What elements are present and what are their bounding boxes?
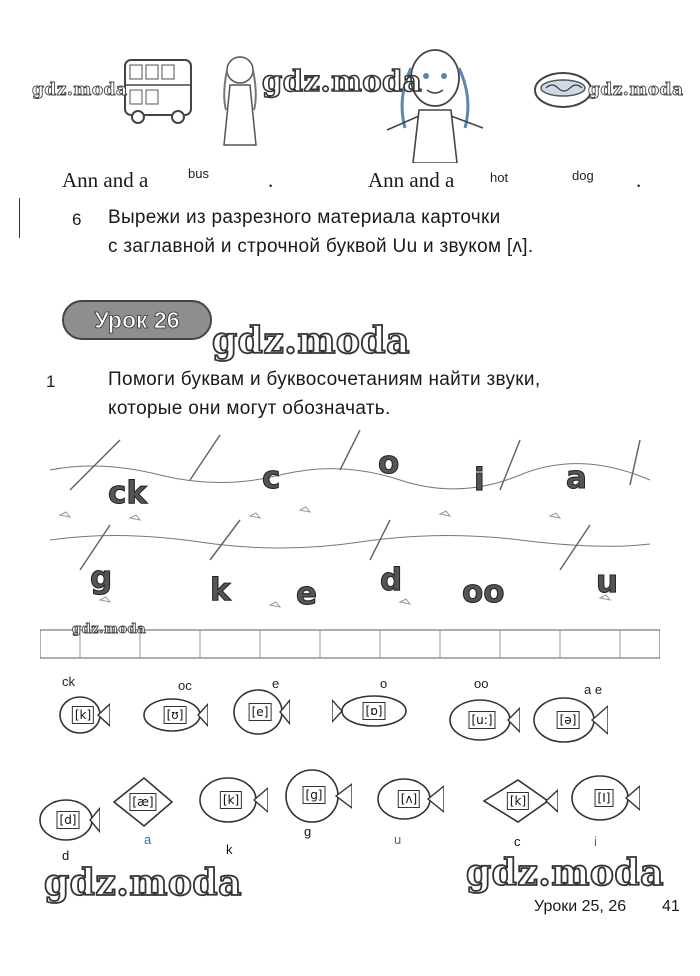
footer-lessons: Уроки 25, 26	[534, 898, 627, 915]
letter-e: e	[296, 576, 318, 612]
fish1-label: ck	[62, 674, 75, 689]
fish11-answer: u	[394, 832, 402, 847]
fish-8	[110, 774, 176, 830]
fish3-label: e	[272, 676, 280, 691]
hot-dog-illustration	[532, 68, 594, 112]
fish4-sound: [ɒ]	[363, 702, 386, 720]
task6-line2: с заглавной и строчной буквой Uu и звуком [ʌ].	[108, 236, 534, 257]
letter-i: i	[474, 462, 485, 498]
task1-line1: Помоги буквам и буквосочетаниям найти звуки,	[108, 369, 541, 390]
letter-oo: oo	[462, 574, 505, 610]
watermark-bottom-left: gdz.moda	[44, 862, 242, 904]
girl-large-illustration	[375, 38, 495, 163]
fish-9	[194, 774, 268, 826]
task6-line1: Вырежи из разрезного материала карточки	[108, 207, 501, 228]
fish8-sound: [æ]	[129, 793, 156, 811]
letter-ck: ck	[108, 475, 147, 511]
watermark-lesson: gdz.moda	[212, 320, 410, 362]
watermark-top-left: gdz.moda	[32, 80, 128, 100]
fish-2	[142, 694, 208, 736]
watermark-top-right: gdz.moda	[588, 80, 684, 100]
answer-bus: bus	[188, 166, 209, 181]
fish10-sound: [g]	[303, 786, 326, 804]
fish1-sound: [k]	[72, 706, 94, 724]
lesson-title: Урок 26	[94, 306, 180, 333]
answer-dog: dog	[572, 168, 594, 183]
fish-11	[374, 774, 444, 824]
fish8-answer: a	[144, 832, 152, 847]
fish7-sound: [d]	[57, 811, 80, 829]
task1-number: 1	[46, 372, 56, 391]
fish6-label: a e	[584, 682, 603, 697]
fish12-sound: [k]	[507, 792, 529, 810]
fish-3	[230, 686, 290, 738]
fish13-answer: i	[594, 834, 597, 849]
fish6-sound: [ə]	[557, 711, 580, 729]
sentence-right: Ann and a	[368, 168, 455, 192]
sentence-right-dot: .	[636, 168, 642, 192]
fish10-answer: g	[304, 824, 312, 839]
fish11-sound: [ʌ]	[398, 790, 420, 808]
letter-k: k	[210, 572, 231, 608]
fish13-sound: [I]	[595, 789, 614, 807]
letter-g: g	[90, 560, 113, 596]
letter-d: d	[380, 562, 403, 598]
fish3-sound: [e]	[249, 703, 272, 721]
fish-1	[56, 690, 110, 740]
letter-c: c	[262, 460, 281, 496]
task6-number: 6	[72, 210, 82, 229]
letter-o: o	[378, 445, 400, 481]
fish2-sound: [ʊ]	[164, 706, 187, 724]
watermark-bottom-right: gdz.moda	[466, 852, 664, 894]
fish4-label: o	[380, 676, 388, 691]
watermark-top-center: gdz.moda	[262, 64, 423, 98]
lesson-title-badge	[62, 300, 212, 340]
fish-13	[568, 772, 640, 824]
answer-hot: hot	[490, 170, 509, 185]
fish7-answer: d	[62, 848, 70, 863]
fish5-sound: [u:]	[468, 711, 495, 729]
fish-12	[478, 776, 558, 826]
task1-line2: которые они могут обозначать.	[108, 398, 391, 419]
fish9-answer: k	[226, 842, 233, 857]
fish9-sound: [k]	[220, 791, 242, 809]
margin-mark	[19, 198, 20, 238]
watermark-mid: gdz.moda	[72, 622, 147, 637]
letter-u: u	[596, 564, 619, 600]
girl-small-illustration	[210, 50, 270, 150]
fish12-answer: c	[514, 834, 521, 849]
fish2-label: oc	[178, 678, 192, 693]
sentence-left: Ann and a	[62, 168, 149, 192]
fish5-label: oo	[474, 676, 489, 691]
fish-6	[528, 694, 608, 746]
fish-10	[276, 766, 352, 824]
fish-5	[444, 696, 520, 744]
bus-illustration	[120, 55, 200, 125]
page-number: 41	[662, 898, 680, 915]
fish-7	[36, 796, 100, 844]
letter-a: a	[566, 460, 587, 496]
sentence-left-dot: .	[268, 168, 274, 192]
fish-4	[332, 690, 416, 732]
